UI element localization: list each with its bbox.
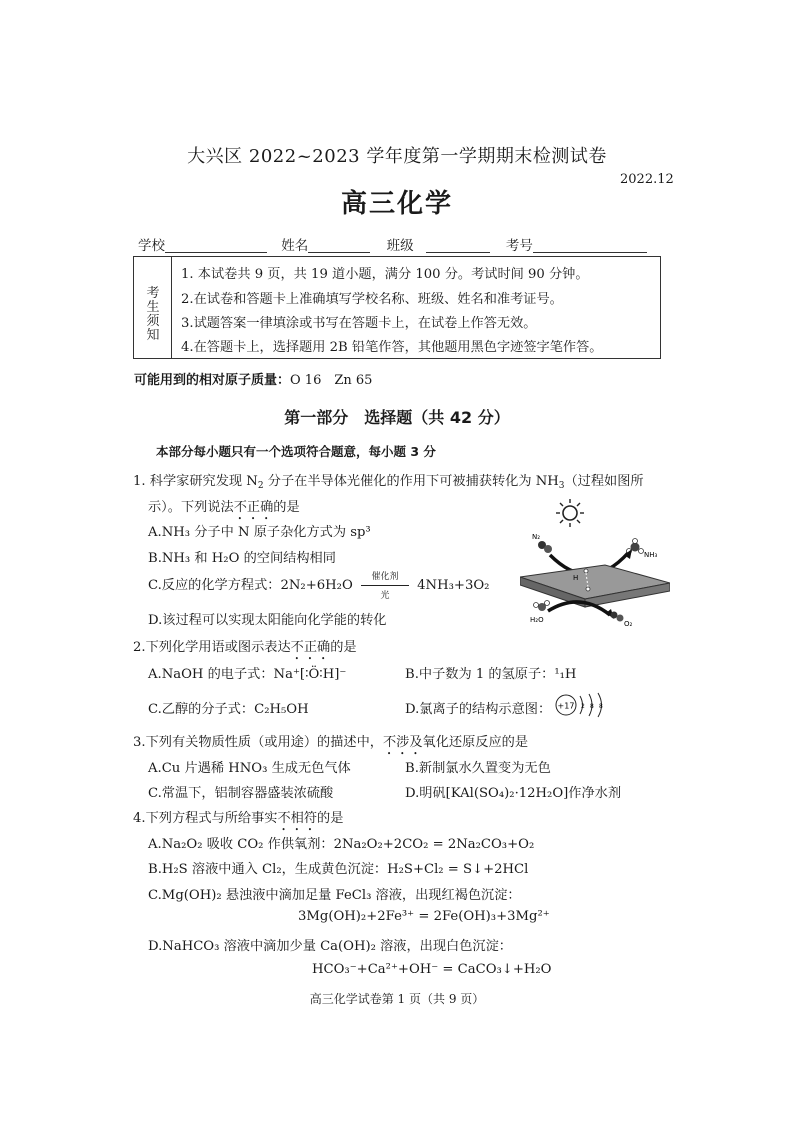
nh3-label: NH₃ [644,551,658,559]
h2o-molecule-icon [534,601,550,612]
name-blank[interactable] [308,238,370,253]
q4-emphasis: 不相符 [277,811,318,826]
number-label: 考号 [505,238,533,254]
shell-2-electrons: 8 [590,703,594,710]
q2-stem: 2.下列化学用语或图示表达不正确的是 [133,640,357,655]
notice-side-label-cell [134,257,172,358]
shell-3-electrons: 8 [599,703,603,710]
h2o-label: H₂O [530,616,544,624]
q4-option-d-equation: HCO₃⁻+Ca²⁺+OH⁻ = CaCO₃↓+H₂O [312,962,552,977]
sun-icon [556,499,584,527]
q4-option-c-equation: 3Mg(OH)₂+2Fe³⁺ = 2Fe(OH)₃+3Mg²⁺ [298,909,550,924]
part-instruction: 本部分每小题只有一个选项符合题意，每小题 3 分 [156,444,436,459]
q1-option-c[interactable]: C.反应的化学方程式：2N₂+6H₂O 催化剂 光 4NH₃+3O₂ [148,574,489,593]
o2-molecule-icon [611,612,624,622]
light-label: 光 [380,590,390,601]
exam-date: 2022.12 [620,172,674,187]
q3-option-a[interactable]: A.Cu 片遇稀 HNO₃ 生成无色气体 [148,761,351,776]
student-info-fields [138,234,647,254]
school-label: 学校 [138,238,165,254]
q2-emphasis: 不正确 [290,640,331,655]
q1-option-d[interactable]: D.该过程可以实现太阳能向化学能的转化 [148,613,387,628]
q1-stem-line2: 示）。下列说法不正确的是 [148,500,300,515]
class-blank[interactable] [426,238,490,253]
q4-option-d[interactable]: D.NaHCO₃ 溶液中滴加少量 Ca(OH)₂ 溶液，出现白色沉淀： [148,939,512,954]
atomic-mass-line [134,369,372,388]
q3-option-b[interactable]: B.新制氯水久置变为无色 [405,761,551,776]
q4-option-a[interactable]: A.Na₂O₂ 吸收 CO₂ 作供氧剂：2Na₂O₂+2CO₂ = 2Na₂CO₃+O₂ [148,837,535,852]
part-title: 第一部分 选择题（共 42 分） [284,408,510,427]
atomic-mass-values: O 16 Zn 65 [290,373,373,388]
q4-option-c[interactable]: C.Mg(OH)₂ 悬浊液中滴加足量 FeCl₃ 溶液，出现红褐色沉淀： [148,888,521,903]
q3-emphasis: 不涉及 [382,735,423,750]
q1-option-b[interactable]: B.NH₃ 和 H₂O 的空间结构相同 [148,551,336,566]
q4-stem: 4.下列方程式与所给事实不相符的是 [133,811,344,826]
q3-option-d[interactable]: D.明矾[KAl(SO₄)₂·12H₂O]作净水剂 [405,786,622,801]
q4-option-b[interactable]: B.H₂S 溶液中通入 Cl₂，生成黄色沉淀：H₂S+Cl₂ = S↓+2HCl [148,862,529,877]
q1-emphasis: 不正确 [233,500,274,515]
notice-item: 1. 本试卷共 9 页，共 19 道小题，满分 100 分。考试时间 90 分钟。 [181,267,589,282]
notice-item: 4.在答题卡上，选择题用 2B 铅笔作答，其他题用黑色字迹签字笔作答。 [181,340,603,355]
q2-option-d[interactable]: D.氯离子的结构示意图： [405,702,552,717]
q2-option-a[interactable]: A.NaOH 的电子式：Na⁺[∶Ö∶H]⁻ [148,667,347,682]
number-blank[interactable] [533,238,647,253]
q1-photocatalysis-figure [520,495,670,630]
q2-option-b[interactable]: B.中子数为 1 的氢原子：¹₁H [405,667,577,682]
o2-label: O₂ [624,620,633,628]
nucleus-charge: +17 [557,701,575,711]
page-footer: 高三化学试卷第 1 页（共 9 页） [309,992,485,1006]
notice-label: 考生须知 [146,286,160,343]
notice-item: 2.在试卷和答题卡上准确填写学校名称、班级、姓名和准考证号。 [181,292,563,307]
exam-title: 大兴区 2022~2023 学年度第一学期期末检测试卷 [187,146,607,167]
exam-notice-box [133,256,661,359]
subject-title: 高三化学 [340,189,453,219]
q2-option-c[interactable]: C.乙醇的分子式：C₂H₅OH [148,702,309,717]
catalyst-label: 催化剂 [371,571,399,582]
school-blank[interactable] [165,238,267,253]
chloride-ion-structure-diagram [554,692,614,718]
q3-option-c[interactable]: C.常温下，铝制容器盛装浓硫酸 [148,786,334,801]
h-label: H [573,574,579,582]
atomic-mass-label: 可能用到的相对原子质量： [134,373,291,388]
q3-stem: 3.下列有关物质性质（或用途）的描述中，不涉及氧化还原反应的是 [133,735,529,750]
class-label: 班级 [386,238,414,254]
q1-stem-line1: 1. 科学家研究发现 $N_2$ 分子在半导体光催化的作用下可被捕获转化为 $NH_3$（过程如图所 [133,474,644,491]
notice-item: 3.试题答案一律填涂或书写在答题卡上，在试卷上作答无效。 [181,316,537,331]
name-label: 姓名 [281,238,309,254]
n2-molecule-icon [538,541,552,553]
q1-option-a[interactable]: A.NH₃ 分子中 N 原子杂化方式为 sp³ [148,525,371,540]
shell-1-electrons: 2 [581,703,585,710]
n2-label: N₂ [532,533,541,541]
